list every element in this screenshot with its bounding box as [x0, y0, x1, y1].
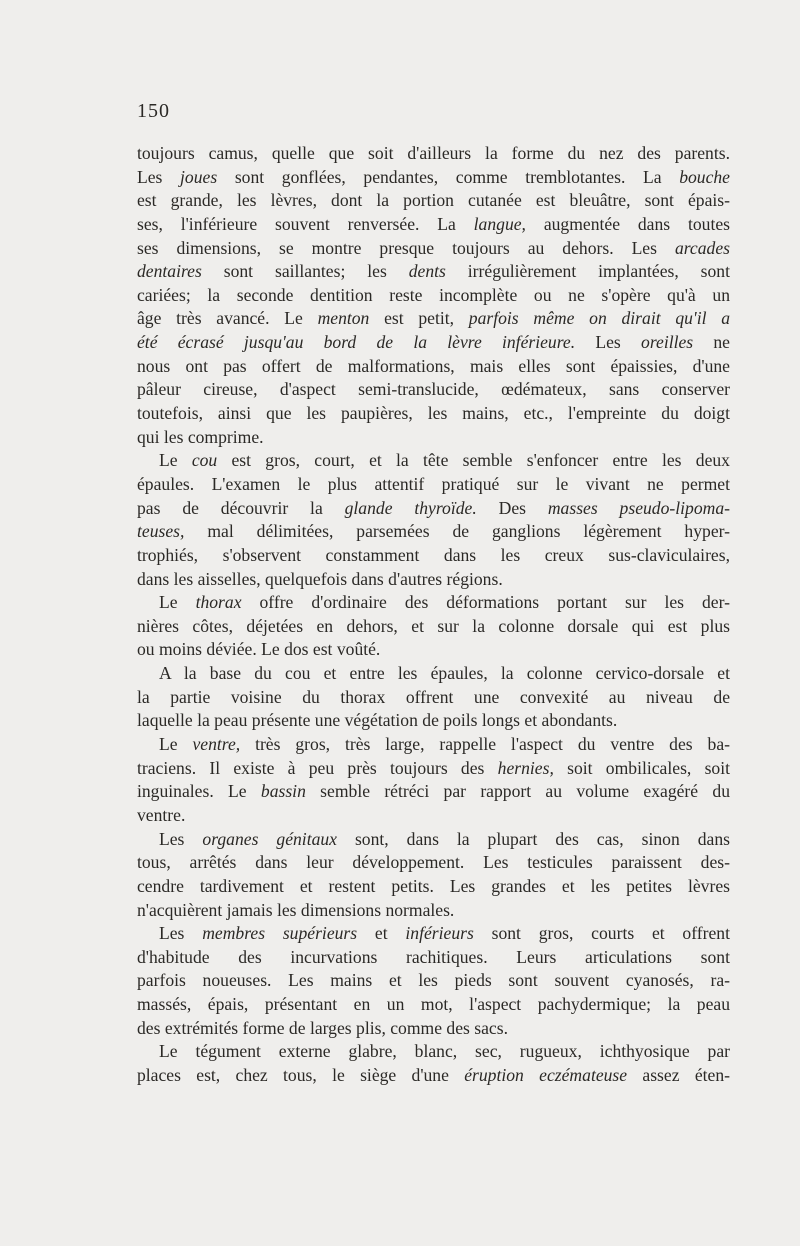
text-line	[137, 331, 730, 355]
text-line	[137, 662, 730, 686]
text-line	[137, 709, 730, 733]
text-segment: Le	[159, 450, 192, 471]
italic-term: membres supérieurs	[202, 923, 358, 944]
text-segment: ou moins déviée. Le dos est voûté.	[137, 639, 381, 660]
text-line	[137, 166, 730, 190]
text-segment: toutefois, ainsi que les paupières, les mains, etc., l'empreinte du doigt	[137, 403, 730, 424]
text-segment: Le	[159, 592, 196, 613]
text-segment: Les	[575, 332, 642, 353]
text-line	[137, 426, 730, 450]
text-segment: inguinales. Le	[137, 781, 261, 802]
text-segment: toujours camus, quelle que soit d'ailleurs la forme du nez des parents.	[137, 143, 730, 163]
italic-term: organes génitaux	[202, 828, 337, 849]
text-line	[137, 780, 730, 804]
text-segment: Le	[159, 734, 193, 755]
text-segment: est petit,	[369, 308, 469, 329]
text-segment: d'habitude des incurvations rachitiques. Leurs articulations sont	[137, 946, 730, 967]
italic-term: ventre,	[192, 734, 241, 755]
text-line	[137, 757, 730, 781]
text-line	[137, 544, 730, 568]
italic-term: arcades	[674, 237, 730, 258]
text-segment: des extrémités forme de larges plis, comme des sacs.	[137, 1017, 508, 1038]
text-line	[137, 733, 730, 757]
text-segment: irrégulièrement implantées, sont	[445, 261, 730, 282]
text-segment: laquelle la peau présente une végétation de poils longs et abondants.	[137, 710, 618, 731]
text-segment: très gros, très large, rappelle l'aspect du ventre des ba-	[240, 734, 730, 755]
italic-term: parfois même on dirait qu'il a	[468, 308, 730, 329]
text-line	[137, 378, 730, 402]
text-line	[137, 638, 730, 662]
text-line	[137, 922, 730, 946]
text-line	[137, 402, 730, 426]
text-segment: pâleur cireuse, d'aspect semi-translucide, œdémateux, sans conserver	[137, 379, 730, 400]
text-line	[137, 686, 730, 710]
text-line	[137, 851, 730, 875]
text-segment: n'acquièrent jamais les dimensions normales.	[137, 899, 455, 920]
italic-term: été écrasé jusqu'au bord de la lèvre inférieure.	[137, 332, 576, 353]
text-line	[137, 497, 730, 521]
text-segment: augmentée dans toutes	[525, 213, 730, 234]
text-segment: la partie voisine du thorax offrent une convexité au niveau de	[137, 686, 730, 707]
text-segment: dans les aisselles, quelquefois dans d'autres régions.	[137, 568, 503, 589]
italic-term: cou	[191, 450, 218, 471]
italic-term: thorax	[195, 592, 242, 613]
italic-term: masses pseudo-lipoma-	[547, 497, 730, 518]
text-segment: cariées; la seconde dentition reste incomplète ou ne s'opère qu'à un	[137, 284, 730, 305]
text-line	[137, 969, 730, 993]
text-segment: parfois noueuses. Les mains et les pieds sont souvent cyanosés, ra-	[137, 970, 730, 991]
text-segment: A la base du cou et entre les épaules, la colonne cervico-dorsale et	[159, 663, 730, 684]
text-line	[137, 520, 730, 544]
text-line	[137, 1064, 730, 1088]
text-segment: est grande, les lèvres, dont la portion cutanée est bleuâtre, sont épais-	[137, 190, 730, 211]
italic-term: langue,	[473, 213, 526, 234]
text-segment: sont, dans la plupart des cas, sinon dans	[336, 828, 730, 849]
text-line	[137, 307, 730, 331]
italic-term: menton	[317, 308, 370, 329]
text-segment: pas de découvrir la	[137, 497, 345, 518]
text-segment: sont gonflées, pendantes, comme tremblotantes. La	[217, 166, 680, 187]
text-line	[137, 1017, 730, 1041]
text-line	[137, 473, 730, 497]
text-segment: Les	[137, 166, 181, 187]
text-segment: trophiés, s'observent constamment dans les creux sus-claviculaires,	[137, 544, 730, 565]
body-text	[137, 142, 730, 1088]
text-line	[137, 213, 730, 237]
text-segment: places est, chez tous, le siège d'une	[137, 1064, 465, 1085]
text-segment: est gros, court, et la tête semble s'enfoncer entre les deux	[217, 450, 730, 471]
text-segment: ventre.	[137, 804, 186, 825]
page-number: 150	[137, 100, 170, 122]
text-segment: soit ombilicales, soit	[553, 757, 730, 778]
italic-term: inférieurs	[405, 923, 474, 944]
italic-term: teuses,	[137, 521, 185, 542]
text-segment: et	[357, 923, 406, 944]
text-line	[137, 875, 730, 899]
italic-term: glande thyroïde.	[344, 497, 477, 518]
text-segment: ne	[693, 332, 730, 353]
text-segment: sont gros, courts et offrent	[473, 923, 730, 944]
text-segment: Les	[159, 923, 203, 944]
italic-term: oreilles	[641, 332, 694, 353]
text-line	[137, 1040, 730, 1064]
text-line	[137, 828, 730, 852]
text-line	[137, 355, 730, 379]
text-segment: ses dimensions, se montre presque toujours au dehors. Les	[137, 237, 675, 258]
text-segment: nières côtes, déjetées en dehors, et sur la colonne dorsale qui est plus	[137, 615, 730, 636]
text-line	[137, 899, 730, 923]
italic-term: bassin	[260, 781, 306, 802]
text-line	[137, 568, 730, 592]
text-segment: ses, l'inférieure souvent renversée. La	[137, 213, 474, 234]
text-line	[137, 946, 730, 970]
italic-term: dentaires	[137, 261, 202, 282]
text-segment: Le tégument externe glabre, blanc, sec, rugueux, ichthyosique par	[159, 1041, 730, 1062]
text-line	[137, 142, 730, 166]
text-segment: nous ont pas offert de malformations, mais elles sont épaissies, d'une	[137, 355, 730, 376]
italic-term: éruption eczémateuse	[464, 1064, 628, 1085]
text-line	[137, 237, 730, 261]
text-segment: traciens. Il existe à peu près toujours des	[137, 757, 498, 778]
italic-term: joues	[180, 166, 218, 187]
text-line	[137, 449, 730, 473]
text-segment: assez éten-	[627, 1064, 730, 1085]
text-segment: semble rétréci par rapport au volume exagéré du	[305, 781, 730, 802]
italic-term: bouche	[679, 166, 730, 187]
text-segment: Des	[476, 497, 548, 518]
text-segment: offre d'ordinaire des déformations portant sur les der-	[241, 592, 730, 613]
text-segment: épaules. L'examen le plus attentif pratiqué sur le vivant ne permet	[137, 473, 730, 494]
text-line	[137, 260, 730, 284]
text-line	[137, 804, 730, 828]
text-line	[137, 615, 730, 639]
text-line	[137, 591, 730, 615]
text-line	[137, 284, 730, 308]
text-segment: cendre tardivement et restent petits. Les grandes et les petites lèvres	[137, 875, 730, 896]
text-segment: mal délimitées, parsemées de ganglions légèrement hyper-	[184, 521, 730, 542]
text-line	[137, 189, 730, 213]
italic-term: dents	[408, 261, 446, 282]
text-segment: sont saillantes; les	[201, 261, 409, 282]
text-segment: qui les comprime.	[137, 426, 264, 447]
text-segment: tous, arrêtés dans leur développement. Les testicules paraissent des-	[137, 852, 730, 873]
italic-term: hernies,	[497, 757, 554, 778]
text-segment: âge très avancé. Le	[137, 308, 318, 329]
text-line	[137, 993, 730, 1017]
text-segment: Les	[159, 828, 203, 849]
text-segment: massés, épais, présentant en un mot, l'aspect pachydermique; la peau	[137, 994, 730, 1015]
